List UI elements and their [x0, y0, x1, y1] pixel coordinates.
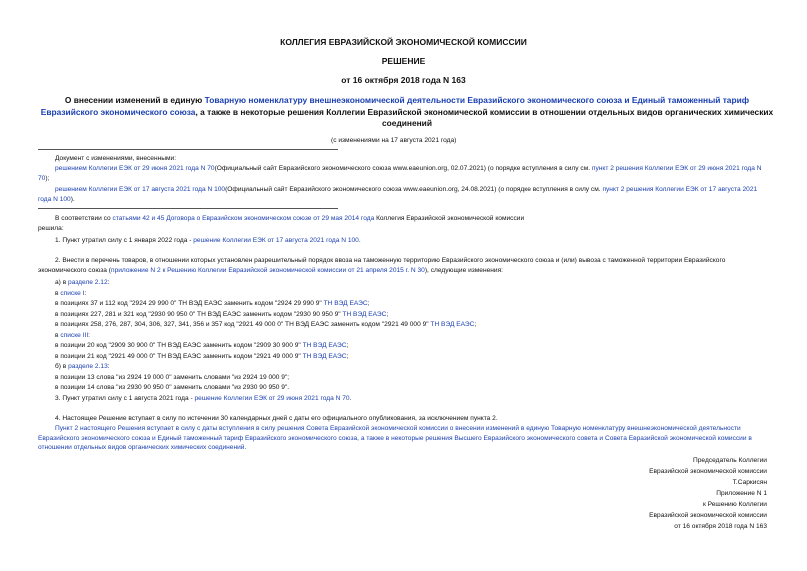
change-1-link2[interactable]: пункт 2 решения Коллегии ЕЭК от 29 июня 2021 года N 70 [38, 165, 762, 182]
change-2-link[interactable]: решением Коллегии ЕЭК от 17 августа 2021 года N 100 [55, 186, 226, 193]
divider [38, 208, 338, 209]
appendix-ref: к Решению Коллегии [702, 501, 767, 508]
point-2-link[interactable]: приложение N 2 к Решению Коллегии Евразийской экономической комиссии от 21 апреля 2015 г. N 30 [111, 266, 425, 274]
appendix-date: от 16 октября 2018 года N 163 [674, 523, 767, 530]
changes-heading: Документ с изменениями, внесенными: [55, 155, 177, 162]
list-item: в позиции 20 код "2909 30 900 0" ТН ВЭД ЕАЭС заменить кодом "2909 30 900 9" ТН ВЭД ЕАЭС; [55, 342, 349, 349]
list-item: в позициях 258, 276, 287, 304, 306, 327, 341, 356 и 357 код "2921 49 000 0" ТН ВЭД ЕАЭС заменить кодом "2921 49 000 9" ТН ВЭД ЕАЭС; [55, 321, 477, 328]
point-2: 2. Внести в перечень товаров, в отношении которых установлен разрешительный порядок ввоза на таможенную территорию Евразийского экономического союза и (или) вывоза с таможенной территории Евразийского экономического союза (приложение N 2 к Решению Коллегии Евразийской экономической комиссии от 21 апреля 2015 г. N 30), следующие изменения: [38, 257, 726, 274]
subpoint-a: а) в разделе 2.12: [55, 279, 110, 286]
list-item: в позиции 13 слова "из 2924 19 000 0" заменить словами "из 2924 19 000 9"; [55, 374, 290, 381]
intro-paragraph: В соответствии со статьями 42 и 45 Договора о Евразийском экономическом союзе от 29 мая 2014 года Коллегия Евразийской экономической комиссии [55, 215, 525, 222]
point-5: Пункт 2 настоящего Решения вступает в силу с даты вступления в силу решения Совета Евразийской экономической комиссии о внесении изменений в единую Товарную номенклатуру внешнеэкономической деятельности Евразийского экономического союза и Единый таможенный тариф Евразийского экономического союза, а также в некоторые решения Высшего Евразийского экономического совета и Совета Евразийской экономической комиссии в отношении отдельных видов органических химических соединений. [38, 425, 752, 452]
title-link[interactable]: Товарную номенклатуру внешнеэкономической деятельности Евразийского экономического союза и Единый таможенный тариф Евразийского экономического союза [40, 95, 750, 117]
list-1-heading: в списке I: [55, 290, 87, 297]
list-item: в позициях 227, 281 и 321 код "2930 90 950 0" ТН ВЭД ЕАЭС заменить кодом "2930 90 950 9" ТН ВЭД ЕАЭС; [55, 311, 389, 318]
tnved-link[interactable]: ТН ВЭД ЕАЭС [323, 300, 368, 307]
point-4: 4. Настоящее Решение вступает в силу по истечении 30 календарных дней с даты его официального опубликования, за исключением пункта 2. [55, 415, 498, 422]
org-heading: КОЛЛЕГИЯ ЕВРАЗИЙСКОЙ ЭКОНОМИЧЕСКОЙ КОМИССИИ [280, 37, 527, 47]
subpoint-b: б) в разделе 2.13: [55, 363, 110, 370]
tnved-link[interactable]: ТН ВЭД ЕАЭС [302, 342, 347, 349]
list-item: в позиции 21 код "2921 49 000 0" ТН ВЭД ЕАЭС заменить кодом "2921 49 000 9" ТН ВЭД ЕАЭС; [55, 353, 349, 360]
doc-date-number: от 16 октября 2018 года N 163 [341, 75, 466, 85]
signature-name: Т.Саркисян [732, 479, 767, 486]
doc-title: О внесении изменений в единую Товарную номенклатуру внешнеэкономической деятельности Евразийского экономического союза и Единый таможенный тариф Евразийского экономического союза, а также в некоторые решения Коллегии Евразийской экономической комиссии в отношении отдельных видов органических химических соединений [40, 95, 774, 128]
appendix-label: Приложение N 1 [716, 490, 767, 497]
signature-title: Председатель Коллегии [693, 457, 767, 464]
section-2-13-link[interactable]: разделе 2.13 [68, 363, 108, 370]
signature-org: Евразийской экономической комиссии [649, 468, 767, 475]
treaty-link[interactable]: статьями 42 и 45 Договора о Евразийском экономическом союзе от 29 мая 2014 года [112, 215, 375, 222]
list-item: в позиции 14 слова "из 2930 90 950 0" заменить словами "из 2930 90 950 9". [55, 384, 290, 391]
list-3-heading: в списке III: [55, 332, 90, 339]
point-3-link[interactable]: решение Коллегии ЕЭК от 29 июня 2021 года N 70 [194, 395, 350, 402]
tnved-link[interactable]: ТН ВЭД ЕАЭС [430, 321, 475, 328]
change-item-2: решением Коллегии ЕЭК от 17 августа 2021 года N 100(Официальный сайт Евразийского экономического союза www.eaeunion.org, 24.08.2021) (о порядке вступления в силу см. пункт 2 решения Коллегии ЕЭК от 17 августа 2021 года N 100). [38, 186, 758, 203]
doc-type: РЕШЕНИЕ [381, 56, 426, 66]
divider [38, 149, 338, 150]
change-item-1: решением Коллегии ЕЭК от 29 июня 2021 года N 70(Официальный сайт Евразийского экономического союза www.eaeunion.org, 02.07.2021) (о порядке вступления в силу см. пункт 2 решения Коллегии ЕЭК от 29 июня 2021 года N 70); [38, 165, 762, 182]
revision-note: (с изменениями на 17 августа 2021 года) [331, 137, 457, 144]
list-1-link[interactable]: списке I [60, 290, 85, 297]
change-2-link2[interactable]: пункт 2 решения Коллегии ЕЭК от 17 августа 2021 года N 100 [38, 186, 758, 203]
list-3-link[interactable]: списке III [60, 332, 89, 339]
list-item: в позициях 37 и 112 код "2924 29 990 0" ТН ВЭД ЕАЭС заменить кодом "2924 29 990 9" ТН ВЭД ЕАЭС; [55, 300, 370, 307]
change-1-link[interactable]: решением Коллегии ЕЭК от 29 июня 2021 года N 70 [55, 165, 215, 172]
point-1-link[interactable]: решение Коллегии ЕЭК от 17 августа 2021 года N 100 [193, 237, 359, 244]
point-3: 3. Пункт утратил силу с 1 августа 2021 года - решение Коллегии ЕЭК от 29 июня 2021 года N 70. [55, 395, 352, 402]
appendix-org: Евразийской экономической комиссии [649, 512, 767, 519]
resolved-label: решила: [38, 225, 64, 232]
tnved-link[interactable]: ТН ВЭД ЕАЭС [342, 311, 387, 318]
section-2-12-link[interactable]: разделе 2.12 [68, 279, 108, 286]
tnved-link[interactable]: ТН ВЭД ЕАЭС [302, 353, 347, 360]
point-1: 1. Пункт утратил силу с 1 января 2022 года - решение Коллегии ЕЭК от 17 августа 2021 года N 100. [55, 237, 361, 244]
